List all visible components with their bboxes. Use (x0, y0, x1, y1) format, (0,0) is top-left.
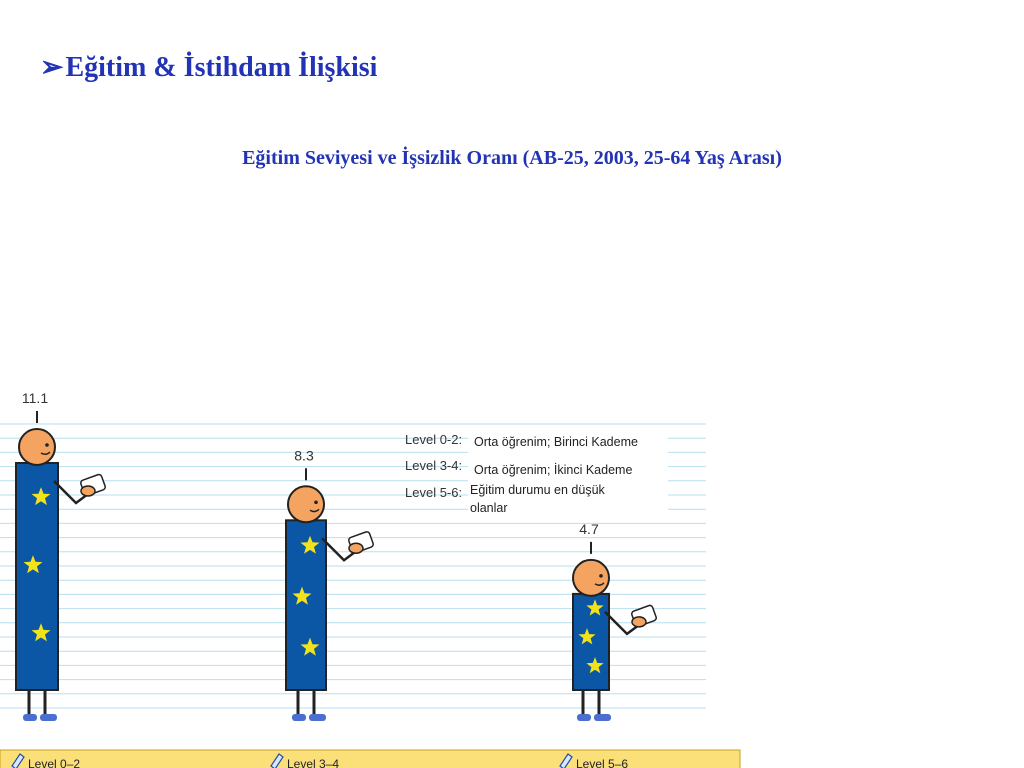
legend-description: Orta öğrenim; Birinci Kademe (474, 435, 638, 449)
hand-icon (81, 486, 95, 496)
hand-icon (349, 543, 363, 553)
figure-shoe (309, 714, 326, 721)
arrow-bullet-icon: ➢ (40, 52, 64, 83)
axis-category-label: Level 0–2 (28, 757, 81, 768)
figure-eye (45, 443, 49, 447)
hand-icon (632, 617, 646, 627)
figure-shoe (23, 714, 37, 721)
figure-shoe (594, 714, 611, 721)
value-label: 4.7 (579, 520, 599, 537)
chart-title: Eğitim Seviyesi ve İşsizlik Oranı (AB-25, 2003, 25-64 Yaş Arası) (242, 147, 782, 169)
figure-shoe (577, 714, 591, 721)
figure-head (288, 486, 324, 522)
legend (405, 428, 668, 520)
legend-description: Eğitim durumu en düşük (470, 483, 605, 497)
axis-band (0, 750, 740, 768)
legend-key: Level 5-6: (405, 485, 463, 500)
legend-key: Level 0-2: (405, 432, 463, 447)
slide-title-text: Eğitim & İstihdam İlişkisi (65, 52, 378, 83)
figure-head (19, 429, 55, 465)
value-label: 11.1 (21, 390, 49, 406)
figure-shoe (40, 714, 57, 721)
figure-eye (599, 574, 603, 578)
axis-category-label: Level 5–6 (576, 757, 629, 768)
legend-key: Level 3-4: (405, 458, 463, 473)
axis-category-label: Level 3–4 (287, 757, 340, 768)
figure-eye (314, 500, 318, 504)
figure-shoe (292, 714, 306, 721)
figure-head (573, 560, 609, 596)
legend-description: Orta öğrenim; İkinci Kademe (474, 463, 633, 477)
legend-description: olanlar (470, 501, 508, 515)
value-label: 8.3 (294, 447, 314, 464)
